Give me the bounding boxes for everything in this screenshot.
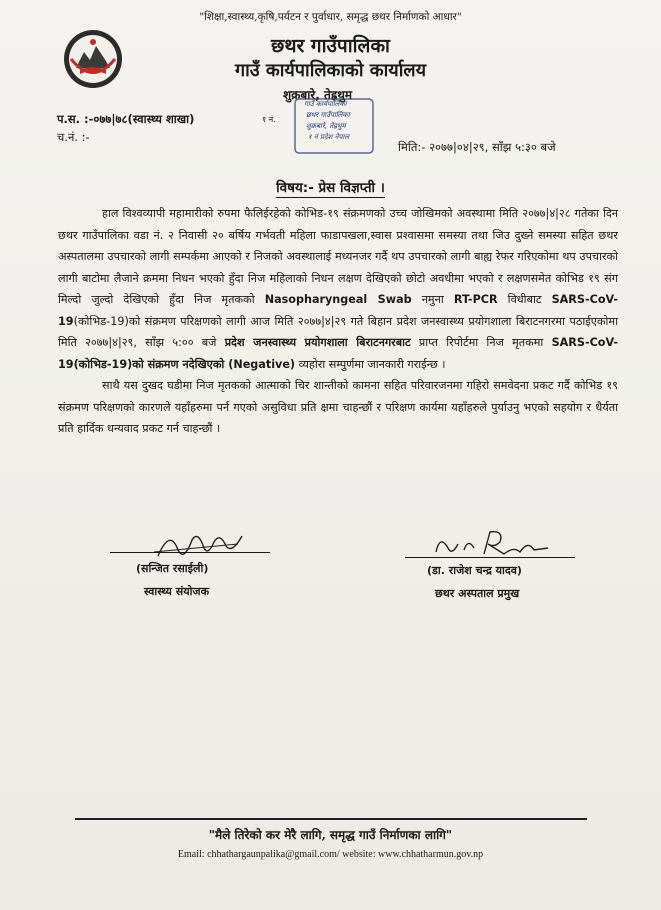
body-text-bold: RT-PCR	[453, 293, 498, 306]
body-text-span: हाल विश्वव्यापी महामारीको रुपमा फैलिईरहेको कोभिड-१९ संक्रमणको उच्च जोखिमको अवस्थामा मिति २०७७|४|२८ गतेका दिन छथर गाउँपालिका वडा नं. २ निवासी २० बर्षिय गर्भवती महिला फाडापखला,स्वास प्रश्वासमा समस्या तथा जिउ दुख्ने समस्या सहित छथर अस्पतालमा उपचारको लागी सम्पर्कमा आएको र निजको अवस्थालाई मध्यनजर गर्दै थप उपचारको लागी बाह्य रेफर गरिएकोमा थप उपचारको लागी बाटोमा लैजाने क्रममा निधन भएको हुँदा निज महिलाको निधन लक्षण देखिएको छोटो अवधीमा भएको र लक्षणसमेत कोभिड १९ संग मिल्दो जुल्दो देखिएको हुँदा निज मृतकको	[58, 207, 618, 306]
signature-scribble	[428, 526, 558, 560]
stamp-line: छथर गाउँपालिका	[306, 111, 350, 119]
signature-line	[405, 557, 575, 558]
office-name: गाउँ कार्यपालिकाको कार्यालय	[234, 60, 427, 81]
body-text-span: (कोभिड-19)को संक्रमण परिक्षणको लागी आज मिति २०७७|४|२९ गते बिहान प्रदेश जनस्वास्थ्य प्रयोगशाला बिराटनगरमा पठाईएकोमा मिति २०७७|४|२९, साँझ ५:०० बजे	[58, 314, 618, 349]
org-name: छथर गाउँपालिका	[271, 35, 390, 57]
stamp-line: शुक्रबारे, तेह्रथुम	[306, 122, 346, 130]
body-text-span: विधीबाट	[497, 293, 552, 306]
letterhead-tagline: "शिक्षा,स्वास्थ्य,कृषि,पर्यटन र पुर्वाधार, समृद्ध छथर निर्माणको आधार"	[199, 11, 462, 23]
body-text-bold: प्रदेश जनस्वास्थ्य प्रयोगशाला बिराटनगरबाट	[224, 336, 411, 349]
stamp-line: १ नं प्रदेश नेपाल	[308, 133, 350, 141]
ward-number: १ नं.	[262, 115, 276, 124]
body-text-span: नमुना	[411, 293, 454, 306]
signatory-name: (सन्जित रसाईली)	[136, 562, 209, 575]
footer-contact: Email: chhathargaunpalika@gmail.com/ website: www.chhatharmun.gov.np	[177, 849, 484, 860]
body-text-bold: Nasopharyngeal Swab	[264, 293, 412, 306]
signatory-name: (डा. राजेश चन्द्र यादव)	[427, 564, 522, 577]
body-text-span: व्यहोरा सम्पुर्णमा जानकारी गराईन्छ ।	[295, 357, 446, 371]
body-paragraph	[58, 203, 618, 375]
reference-number: प.स. :-०७७|७८(स्वास्थ्य शाखा)	[57, 112, 195, 126]
body-text-bold: SARS-CoV-19	[58, 293, 619, 328]
footer-divider	[75, 818, 587, 820]
letter-body	[58, 203, 618, 440]
letter-subject	[0, 178, 661, 196]
body-text-bold: SARS-CoV-19(कोभिड-19)को संक्रमण नदेखिएको (Negative)	[58, 336, 618, 371]
body-paragraph: साथै यस दुखद घडीमा निज मृतकको आत्माको चिर शान्तीको कामना सहित परिवारजनमा गहिरो समवेदना प्रकट गर्दै कोभिड १९ संक्रमण परिक्षणको कारणले यहाँहरुमा पर्न गएको असुविधा प्रति क्षमा चाहन्छौं र परिक्षण कार्यमा यहाँहरुले पुर्याउनु भएको सहयोग र धैर्यता प्रति हार्दिक धन्यवाद प्रकट गर्न चाहन्छौं ।	[58, 379, 618, 435]
office-location: शुक्रबारे, तेह्रथुम	[283, 88, 353, 102]
body-text-span: प्राप्त रिपोर्टमा निज मृतकमा	[410, 336, 552, 349]
signature-line	[110, 552, 270, 553]
dispatch-number: च.नं. :-	[57, 130, 90, 144]
signature-scribble	[148, 522, 248, 566]
signatory-title: छथर अस्पताल प्रमुख	[435, 587, 520, 600]
signatory-title: स्वास्थ्य संयोजक	[144, 585, 210, 598]
subject-text: विषय:- प्रेस विज्ञप्ती ।	[276, 180, 385, 196]
stamp-line: गाउँ कार्यपालिका	[304, 100, 347, 108]
letter-date: मिति:- २०७७|०४|२९, साँझ ५:३० बजे	[398, 140, 556, 154]
footer-motto: "मैले तिरेको कर मेरै लागि, समृद्ध गाउँ निर्माणका लागि"	[208, 828, 453, 842]
